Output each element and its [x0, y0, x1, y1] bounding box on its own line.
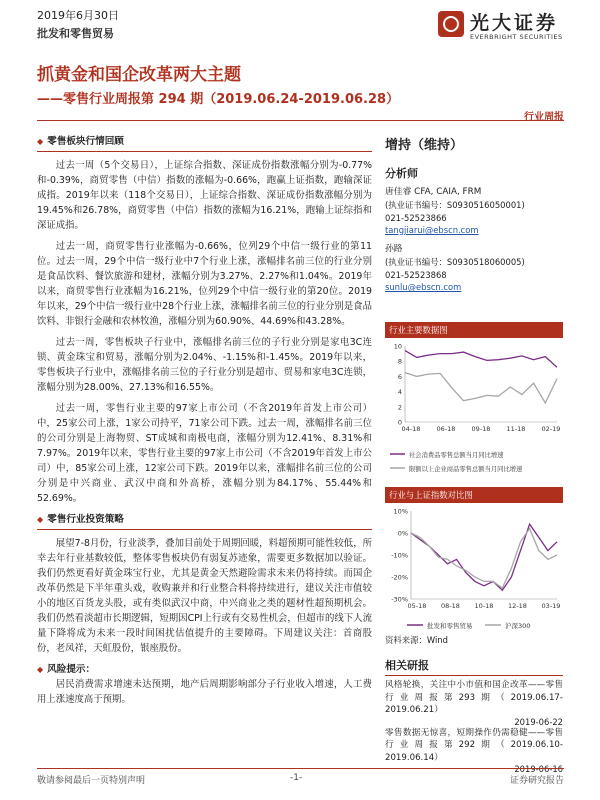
- x-tick-label: 08-18: [441, 602, 460, 610]
- legend-label: 批发和零售贸易: [427, 622, 473, 630]
- y-tick-label: 0%: [397, 529, 408, 538]
- related-heading: 相关研报: [385, 659, 429, 672]
- analyst-card: [385, 185, 563, 235]
- report-date: 2019年6月30日: [37, 9, 119, 22]
- page-number: -1-: [290, 773, 303, 783]
- industry-category: 批发和零售贸易: [37, 27, 114, 40]
- series-line-2: [411, 529, 557, 588]
- report-title: 抓黄金和国企改革两大主题: [37, 65, 241, 85]
- footer-divider: [37, 768, 564, 769]
- section-bullet-icon: ◆: [37, 515, 44, 524]
- section-bullet-icon: ◆: [37, 665, 44, 674]
- analyst-email[interactable]: tangjiarui@ebscn.com: [385, 225, 479, 235]
- chart-2: [385, 487, 563, 647]
- related-report-date: 2019-06-16: [514, 764, 563, 774]
- y-tick-label: 8: [397, 357, 402, 366]
- section-heading: ◆ 零售行业投资策略: [37, 514, 124, 525]
- report-subtitle: ——零售行业周报第 294 期（2019.06.24-2019.06.28）: [37, 92, 400, 107]
- section-divider: [37, 529, 372, 530]
- series-line-1: [405, 351, 557, 368]
- chart-source: 资料来源：Wind: [385, 635, 448, 645]
- related-report-link[interactable]: 风格轮换，关注中小市值和国企改革——零售行业周报第293期（2019.06.17-2019.06.21）: [385, 680, 563, 715]
- chart-title: 行业与上证指数对比图: [385, 487, 563, 503]
- rating: 增持（维持）: [385, 138, 464, 153]
- y-tick-label: 0: [397, 418, 402, 427]
- series-line-2: [405, 373, 557, 403]
- analyst-card: [385, 242, 563, 292]
- x-tick-label: 12-18: [508, 602, 527, 610]
- report-type: 行业周报: [524, 112, 564, 123]
- analyst-cert: (执业证书编号：S0930516050001): [385, 200, 525, 210]
- x-tick-label: 10-18: [474, 602, 494, 610]
- analyst-cert: (执业证书编号：S0930518060005): [385, 257, 525, 267]
- chart-2-svg: [385, 503, 563, 631]
- section-heading: ◆ 零售板块行情回顾: [37, 136, 124, 147]
- legend-label: 限额以上企业商品零售总额当月同比增速: [409, 466, 523, 473]
- section-divider: [37, 151, 372, 152]
- y-tick-label: 4: [397, 388, 402, 397]
- section-heading: ◆ 风险提示：: [37, 664, 96, 675]
- logo-text: 光大证券: [470, 12, 559, 34]
- x-tick-label: 06-18: [436, 425, 456, 433]
- y-tick-label: -30%: [391, 595, 408, 604]
- x-tick-label: 02-19: [541, 425, 561, 433]
- related-reports: [385, 657, 563, 774]
- x-tick-label: 03-19: [541, 602, 561, 610]
- brand-logo: [438, 8, 564, 44]
- analyst-name: 唐佳睿 CFA, CAIA, FRM: [385, 187, 482, 197]
- analyst-phone: 021-52523866: [385, 213, 447, 223]
- x-tick-label: 11-18: [506, 425, 526, 433]
- analyst-name: 孙路: [385, 244, 403, 254]
- chart-title: 行业主要数据图: [385, 322, 563, 338]
- related-report-link[interactable]: 零售数据无惊喜，短期操作仍需稳健——零售行业周报第292期（2019.06.10-2019.06.14）: [385, 727, 563, 763]
- y-tick-label: -20%: [391, 573, 408, 582]
- series-line-1: [411, 524, 557, 590]
- paragraph: 过去一周，零售行业主要的97家上市公司（不含2019年首发上市公司）中，25家公司上涨，1家公司持平，71家公司下跌。过去一周，涨幅排名前三位的公司分别是上海物贸、ST成城和南极电商，涨幅分别为12.41%、8.31%和7.97%。2019年以来，零售行业主要的97家上市公司（不含2019年首发上市公司）中，85家公司上涨，12家公司下跌。2019年以来，涨幅排名前三位的公司分别是中兴商业、武汉中商和外高桥，涨幅分别为84.17%、55.44%和52.69%。: [37, 403, 372, 504]
- chart-1-svg: [385, 338, 563, 478]
- paragraph: 过去一周（5个交易日），上证综合指数、深证成份指数涨幅分别为-0.77%和-0.39%，商贸零售（中信）指数的涨幅为-0.66%，跑赢上证指数，跑输深证成指。2019年以来（118个交易日），上证综合指数、深证成份指数涨幅分别为19.45%和26.78%，商贸零售（中信）指数的涨幅为16.21%，跑输上证综指和深证成指。: [37, 160, 372, 231]
- legend-label: 社会消费品零售总额当月同比增速: [409, 452, 504, 459]
- paragraph: 过去一周，商贸零售行业涨幅为-0.66%，位列29个中信一级行业的第11位。过去一周，29个中信一级行业中7个行业上涨，涨幅排名前三位的行业分别是食品饮料、餐饮旅游和建材，涨幅分别为3.27%、2.27%和1.04%。2019年以来，商贸零售行业涨幅为16.21%，位列29个中信一级行业的第20位。2019年以来，29个中信一级行业中28个行业上涨，涨幅排名前三位的行业分别是食品饮料、非银行金融和农林牧渔，涨幅分别为60.90%、44.69%和43.28%。: [37, 241, 372, 327]
- x-tick-label: 09-18: [471, 425, 491, 433]
- x-tick-label: 05-18: [407, 602, 427, 610]
- paragraph: 展望7-8月份，行业淡季，叠加目前处于周期回暖，料超预期可能性较低，所幸去年行业基数较低，整体零售板块仍有弱复苏迹象，需要更多数据加以验证。我们仍然更看好黄金珠宝行业，尤其是黄金天然避险需求未来仍将持续。而国企改革仍然是下半年重头戏，收购兼并和行业整合料将持续进行，建议关注市值较小的地区百货龙头股，或有类似武汉中商，中兴商业之类的题材性超预期机会。我们仍然看淡超市长期逻辑，短期因CPI上行或有交易性机会，但超市的线下人流量下降将成为未来一段时间困扰估值提升的主要障碍。下周建议关注：首商股份，老凤祥，天虹股份，银座股份。: [37, 538, 372, 654]
- y-tick-label: 10: [393, 342, 402, 351]
- y-tick-label: -10%: [391, 551, 408, 560]
- paragraph: 过去一周，零售板块子行业中，涨幅排名前三位的子行业分别是家电3C连锁、黄金珠宝和贸易，涨幅分别为2.04%、-1.15%和-1.45%。2019年以来，零售板块子行业中，涨幅排名前三位的子行业分别是超市、贸易和家电3C连锁，涨幅分别为28.00%、27.13%和16.55%。: [37, 337, 372, 393]
- analyst-phone: 021-52523868: [385, 270, 447, 280]
- y-tick-label: 2: [397, 403, 402, 412]
- legend-label: 沪深300: [505, 622, 531, 630]
- chart-1: [385, 322, 563, 481]
- y-tick-label: 10%: [393, 507, 408, 516]
- analyst-heading: 分析师: [385, 167, 418, 180]
- paragraph: 居民消费需求增速未达预期，地产后周期影响部分子行业收入增速，人工费用上涨速度高于预期。: [37, 679, 372, 705]
- logo-icon: [438, 11, 464, 37]
- logo-subtext: EVERBRIGHT SECURITIES: [470, 33, 563, 41]
- x-tick-label: 04-18: [401, 425, 421, 433]
- main-content: [37, 134, 372, 713]
- sidebar: [385, 134, 563, 774]
- analyst-email[interactable]: sunlu@ebscn.com: [385, 282, 462, 292]
- y-tick-label: 6: [397, 372, 402, 381]
- related-divider: [385, 675, 563, 676]
- related-report-date: 2019-06-22: [514, 716, 563, 727]
- header-divider: [37, 120, 564, 121]
- footer-disclaimer: 敬请参阅最后一页特别声明: [37, 776, 146, 786]
- footer-label: 证券研究报告: [509, 776, 564, 786]
- section-bullet-icon: ◆: [37, 137, 44, 146]
